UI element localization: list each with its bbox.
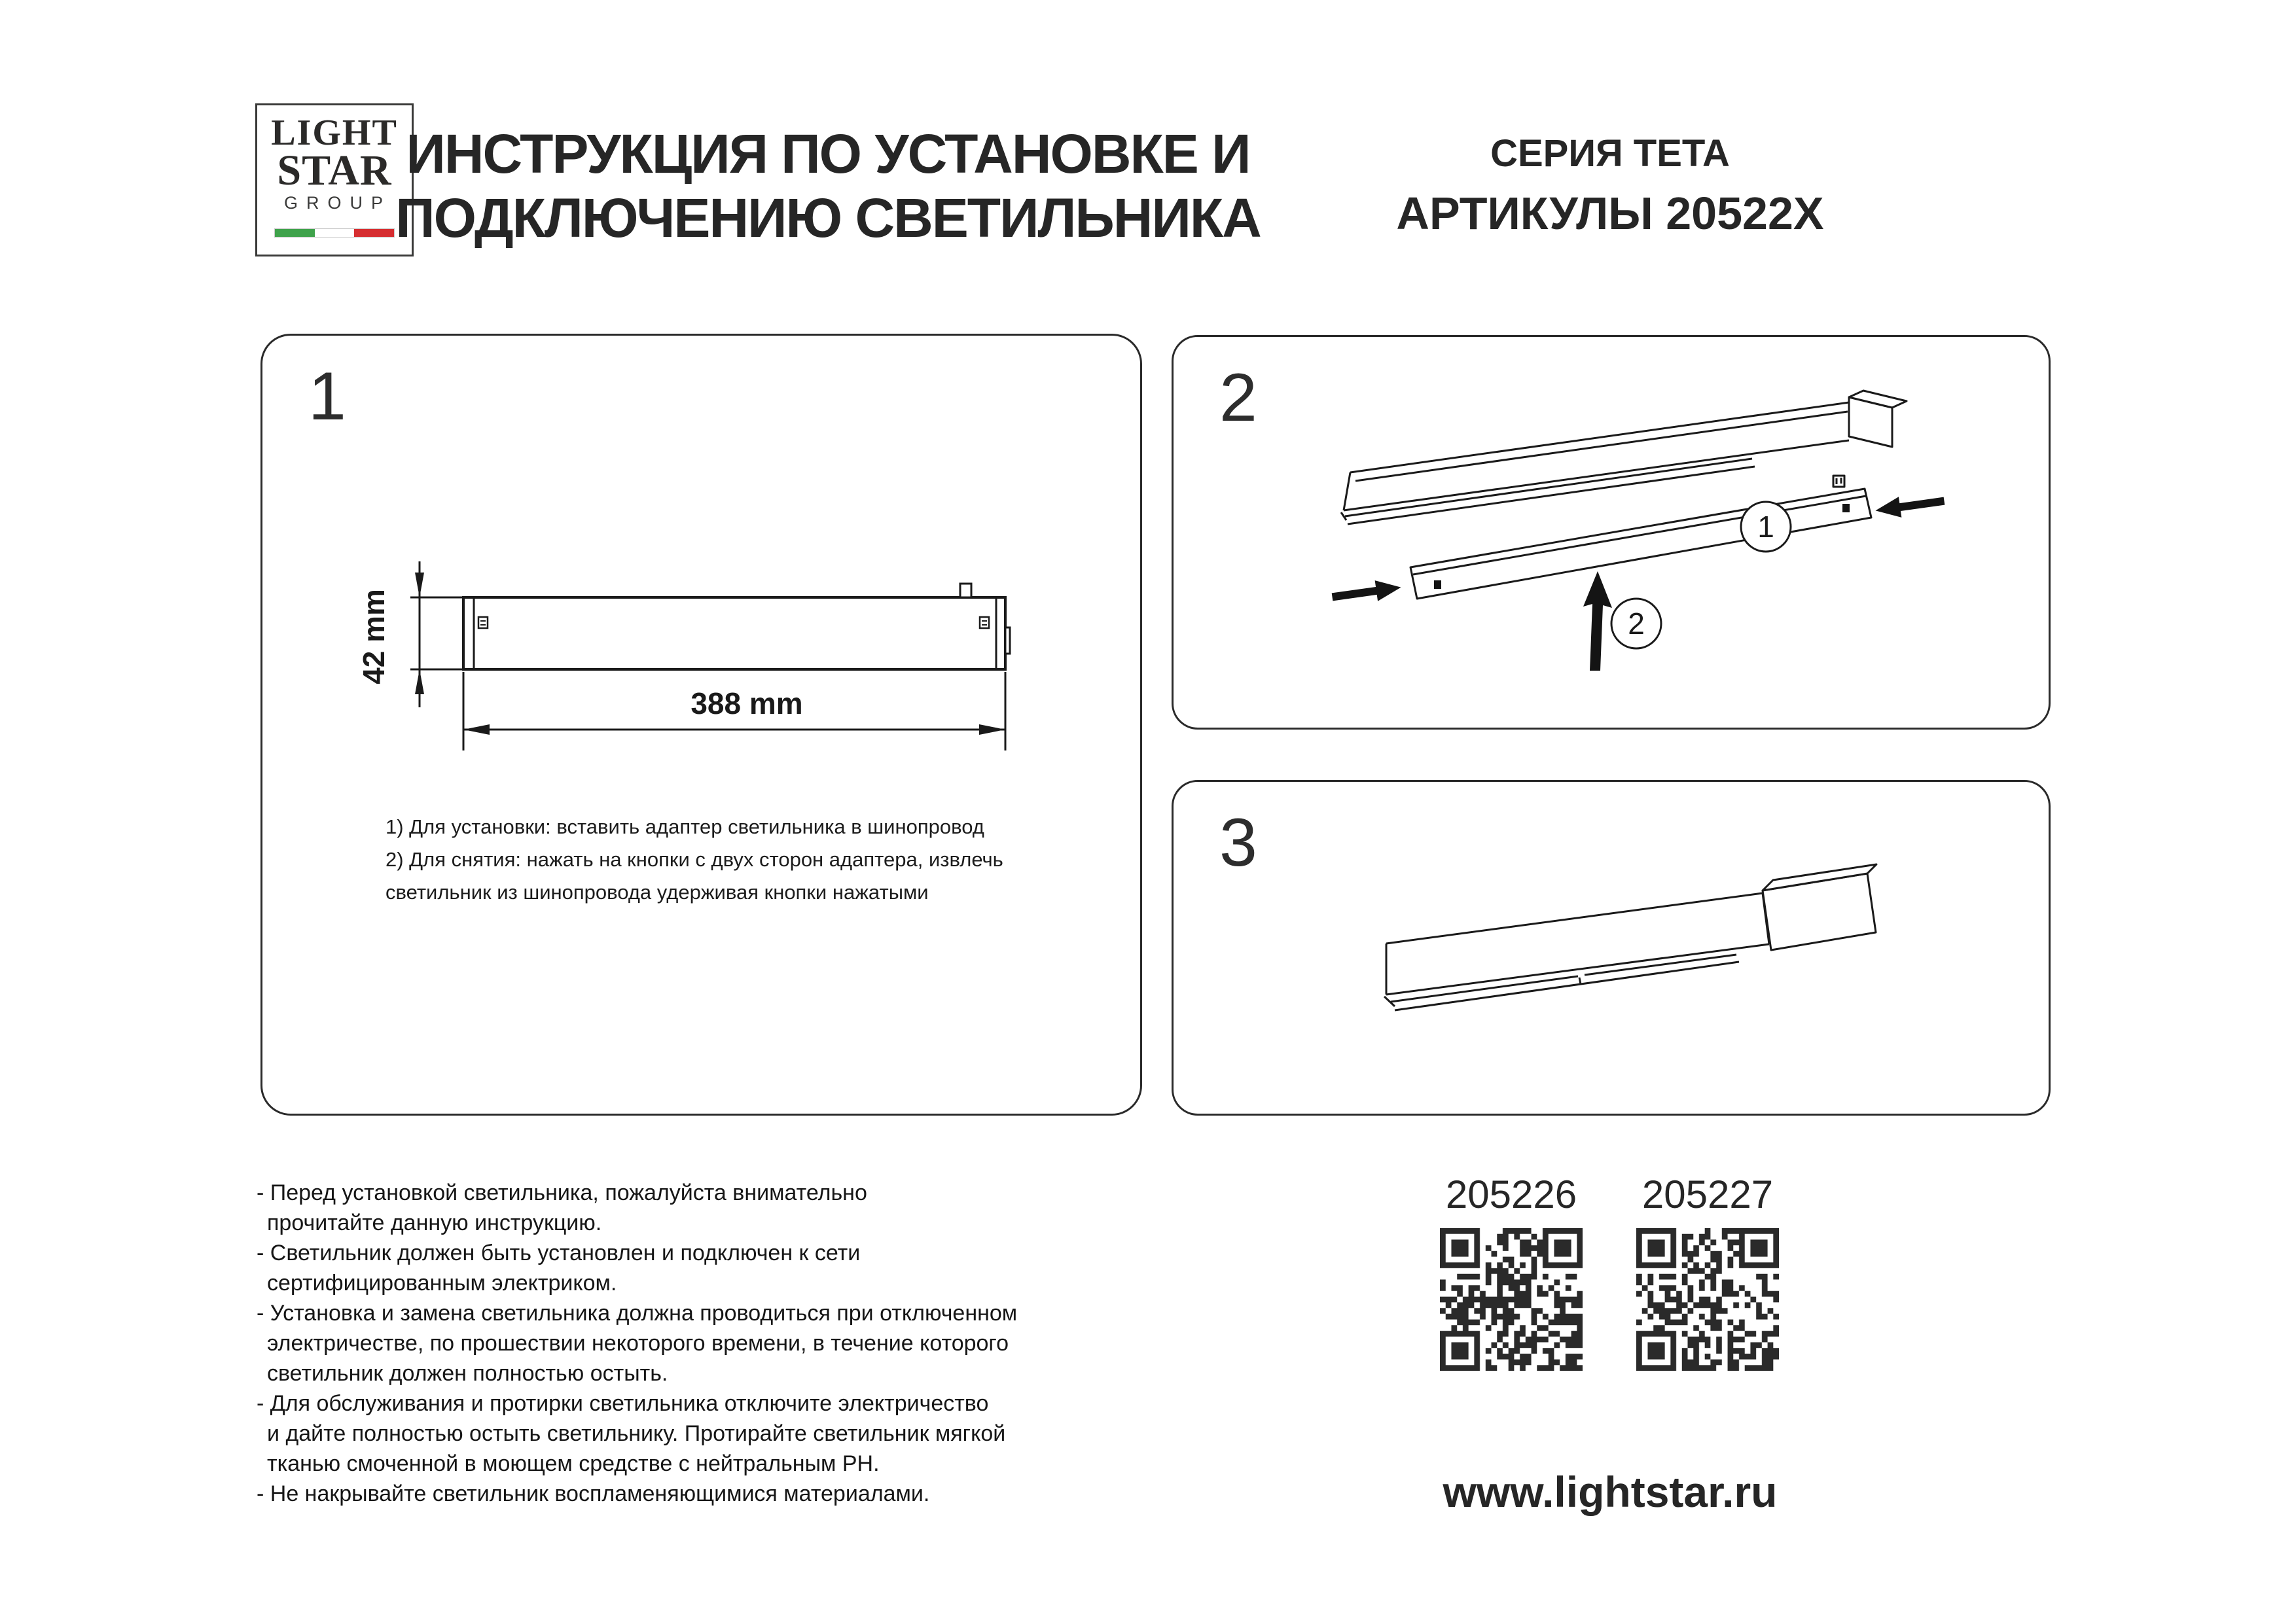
qr-code-icon	[1440, 1228, 1583, 1371]
release-button-right	[980, 617, 989, 628]
flag-stripe-green	[275, 229, 315, 237]
note-line: 2) Для снятия: нажать на кнопки с двух сторон адаптера, извлечь	[386, 848, 1003, 871]
push-arrow-right-icon	[1874, 491, 1945, 521]
logo-word-light: LIGHT	[271, 113, 398, 153]
push-arrow-left-icon	[1331, 577, 1402, 607]
page-title	[353, 122, 1302, 250]
safety-warnings	[257, 1178, 1186, 1509]
step-1-panel	[260, 334, 1142, 1116]
note-line: 1) Для установки: вставить адаптер светильника в шинопровод	[386, 815, 984, 838]
product-qr-205227	[1636, 1173, 1779, 1371]
flag-stripe-white	[315, 229, 355, 237]
article-number: 205226	[1445, 1173, 1577, 1216]
step-1-notes	[386, 811, 1073, 909]
height-dimension-label: 42 mm	[357, 589, 391, 684]
release-button-left	[1434, 580, 1441, 589]
articles-label: АРТИКУЛЫ 20522X	[1396, 188, 1824, 239]
warning-line: электричестве, по прошествии некоторого времени, в течение которого	[267, 1331, 1009, 1356]
svg-text:2: 2	[1628, 607, 1645, 641]
warning-line: сертифицированным электриком.	[267, 1271, 617, 1296]
website-url: www.lightstar.ru	[1443, 1468, 1778, 1516]
callout-1	[1741, 502, 1791, 552]
light-fixture	[1410, 476, 1871, 599]
warning-line: - Не накрывайте светильник воспламеняющимися материалами.	[257, 1481, 930, 1506]
step-3-panel	[1172, 780, 2051, 1116]
article-number: 205227	[1641, 1173, 1774, 1216]
step-2-panel	[1172, 335, 2051, 730]
width-dimension-label: 388 mm	[691, 686, 803, 720]
note-line: светильник из шинопровода удерживая кнопки нажатыми	[386, 881, 929, 904]
fixture-side-view-diagram	[262, 336, 1140, 1114]
warning-line: светильник должен полностью остыть.	[267, 1361, 668, 1386]
page-title-line1: ИНСТРУКЦИЯ ПО УСТАНОВКЕ И	[406, 123, 1250, 185]
release-button-right	[1842, 504, 1850, 512]
callout-2	[1611, 599, 1661, 648]
insert-arrow-up-icon	[1583, 571, 1612, 671]
product-qr-205226	[1440, 1173, 1583, 1371]
qr-code-icon	[1636, 1228, 1779, 1371]
svg-text:1: 1	[1757, 510, 1774, 544]
product-header	[1394, 133, 1826, 238]
step-1-number: 1	[308, 359, 346, 434]
warning-line: - Светильник должен быть установлен и подключен к сети	[257, 1241, 861, 1265]
warning-line: - Установка и замена светильника должна проводиться при отключенном	[257, 1301, 1018, 1326]
adapter-tab	[960, 584, 971, 597]
series-label: СЕРИЯ TETA	[1490, 132, 1730, 175]
logo-word-group: GROUP	[283, 193, 391, 213]
warning-line: тканью смоченной в моющем средстве с нейтральным PH.	[267, 1451, 880, 1476]
logo-word-star: STAR	[277, 147, 392, 194]
warning-line: прочитайте данную инструкцию.	[267, 1210, 602, 1235]
warning-line: - Перед установкой светильника, пожалуйста внимательно	[257, 1180, 867, 1205]
step-3-number: 3	[1219, 805, 1257, 881]
page-title-line2: ПОДКЛЮЧЕНИЮ СВЕТИЛЬНИКА	[395, 187, 1261, 249]
step-2-number: 2	[1219, 360, 1257, 436]
assembled-fixture-diagram	[1174, 782, 2049, 1114]
warning-line: - Для обслуживания и протирки светильника отключите электричество	[257, 1391, 989, 1416]
track-insertion-diagram	[1174, 337, 2049, 728]
warning-line: и дайте полностью остыть светильнику. Протирайте светильник мягкой	[267, 1421, 1006, 1446]
release-button-left	[478, 617, 488, 628]
